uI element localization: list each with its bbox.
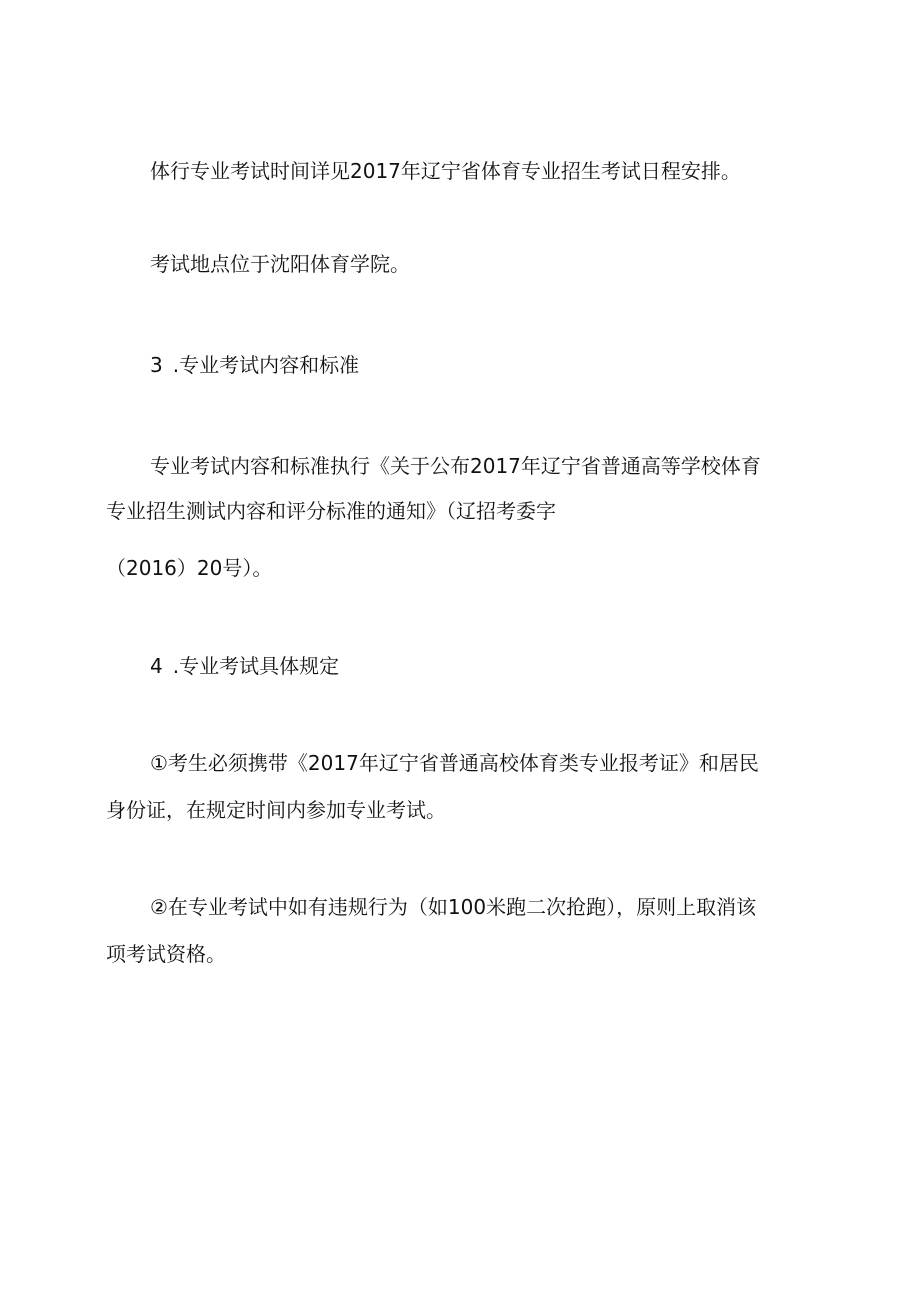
section-heading-4 (150, 652, 339, 680)
section-number-4: 4 (150, 654, 163, 678)
paragraph-content-line-3: （2016）20号）。 (106, 556, 273, 580)
section-title-4: .专业考试具体规定 (172, 654, 340, 678)
section-heading-3 (150, 351, 359, 379)
paragraph-content-line-1: 专业考试内容和标准执行《关于公布2017年辽宁省普通高等学校体育 (150, 454, 761, 478)
rule-2-line-1: ②在专业考试中如有违规行为（如100米跑二次抢跑），原则上取消该 (150, 895, 757, 919)
section-title-3: .专业考试内容和标准 (172, 353, 360, 377)
paragraph-content-line-2: 专业招生测试内容和评分标准的通知》（辽招考委字 (106, 499, 556, 523)
rule-2-line-2: 项考试资格。 (106, 942, 226, 966)
paragraph-exam-location: 考试地点位于沈阳体育学院。 (150, 252, 410, 276)
rule-1-line-2: 身份证，在规定时间内参加专业考试。 (106, 798, 446, 822)
section-number-3: 3 (150, 353, 163, 377)
rule-1-line-1: ①考生必须携带《2017年辽宁省普通高校体育类专业报考证》和居民 (150, 751, 759, 775)
paragraph-exam-time: 体行专业考试时间详见2017年辽宁省体育专业招生考试日程安排。 (150, 159, 741, 183)
